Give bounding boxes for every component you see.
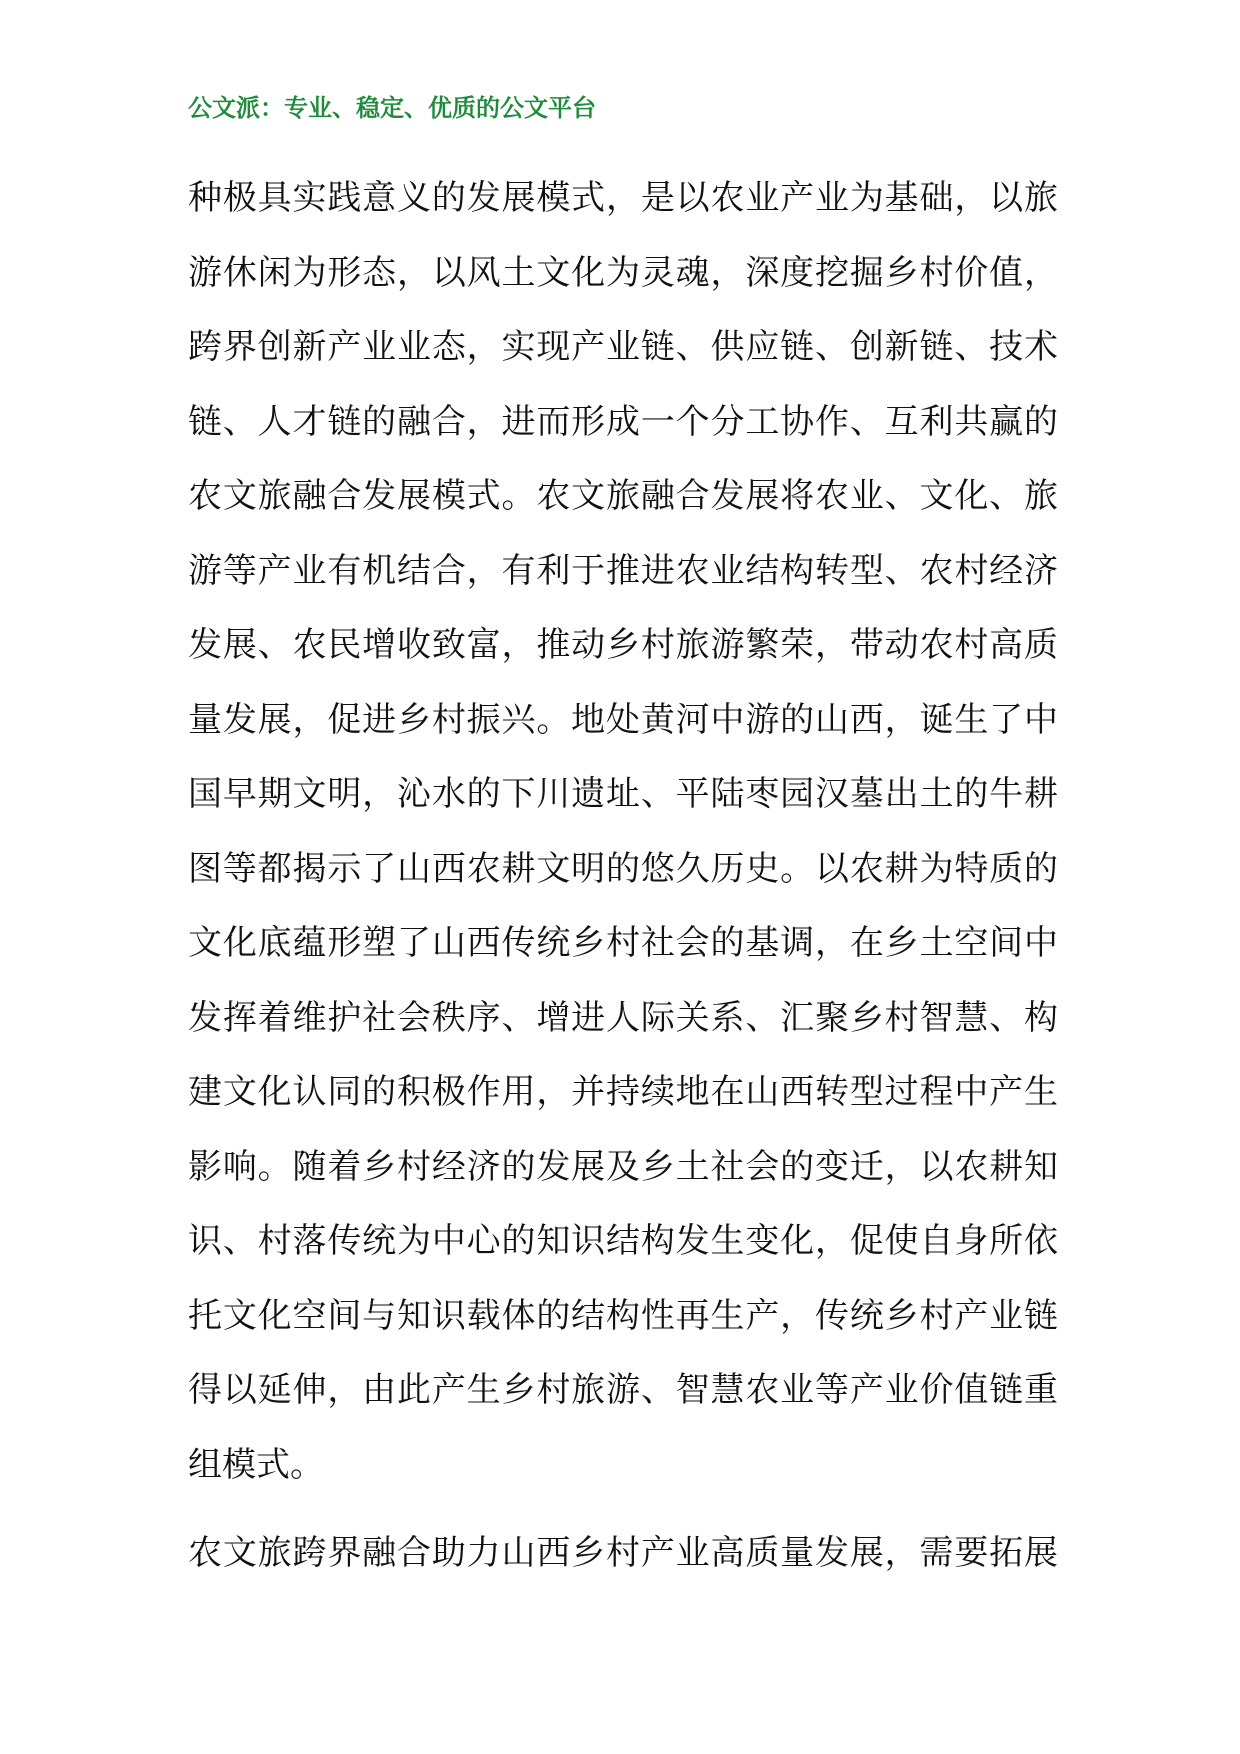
document-body xyxy=(188,168,1058,1598)
text-line: 农文旅跨界融合助力山西乡村产业高质量发展，需要拓展 xyxy=(188,1533,1058,1573)
text-line: 量发展，促进乡村振兴。地处黄河中游的山西，诞生了中 xyxy=(188,699,1058,740)
text-line: 识、村落传统为中心的知识结构发生变化，促使自身所依 xyxy=(188,1221,1058,1261)
paragraph-1 xyxy=(188,168,1058,1509)
text-line: 跨界创新产业业态，实现产业链、供应链、创新链、技术 xyxy=(188,327,1058,367)
text-line: 图等都揭示了山西农耕文明的悠久历史。以农耕为特质的 xyxy=(188,848,1058,889)
text-line: 托文化空间与知识载体的结构性再生产，传统乡村产业链 xyxy=(188,1295,1058,1336)
site-header-title: 公文派：专业、稳定、优质的公文平台 xyxy=(188,94,596,122)
text-line: 发挥着维护社会秩序、增进人际关系、汇聚乡村智慧、构 xyxy=(188,997,1058,1038)
text-line: 发展、农民增收致富，推动乡村旅游繁荣，带动农村高质 xyxy=(188,625,1058,665)
text-line: 建文化认同的积极作用，并持续地在山西转型过程中产生 xyxy=(188,1072,1058,1112)
text-line: 得以延伸，由此产生乡村旅游、智慧农业等产业价值链重 xyxy=(188,1370,1058,1410)
text-line: 游休闲为形态，以风土文化为灵魂，深度挖掘乡村价值， xyxy=(188,252,1058,293)
paragraph-2 xyxy=(188,1523,1058,1598)
text-line: 农文旅融合发展模式。农文旅融合发展将农业、文化、旅 xyxy=(188,476,1058,516)
text-line: 种极具实践意义的发展模式，是以农业产业为基础，以旅 xyxy=(188,178,1058,218)
text-line: 影响。随着乡村经济的发展及乡土社会的变迁，以农耕知 xyxy=(188,1146,1058,1187)
text-line: 游等产业有机结合，有利于推进农业结构转型、农村经济 xyxy=(188,550,1058,591)
text-line: 文化底蕴形塑了山西传统乡村社会的基调，在乡土空间中 xyxy=(188,923,1058,963)
paragraph-spacer xyxy=(188,1509,1058,1523)
text-line: 链、人才链的融合，进而形成一个分工协作、互利共赢的 xyxy=(188,401,1058,442)
text-line: 组模式。 xyxy=(188,1444,324,1485)
text-line: 国早期文明，沁水的下川遗址、平陆枣园汉墓出土的牛耕 xyxy=(188,774,1058,814)
